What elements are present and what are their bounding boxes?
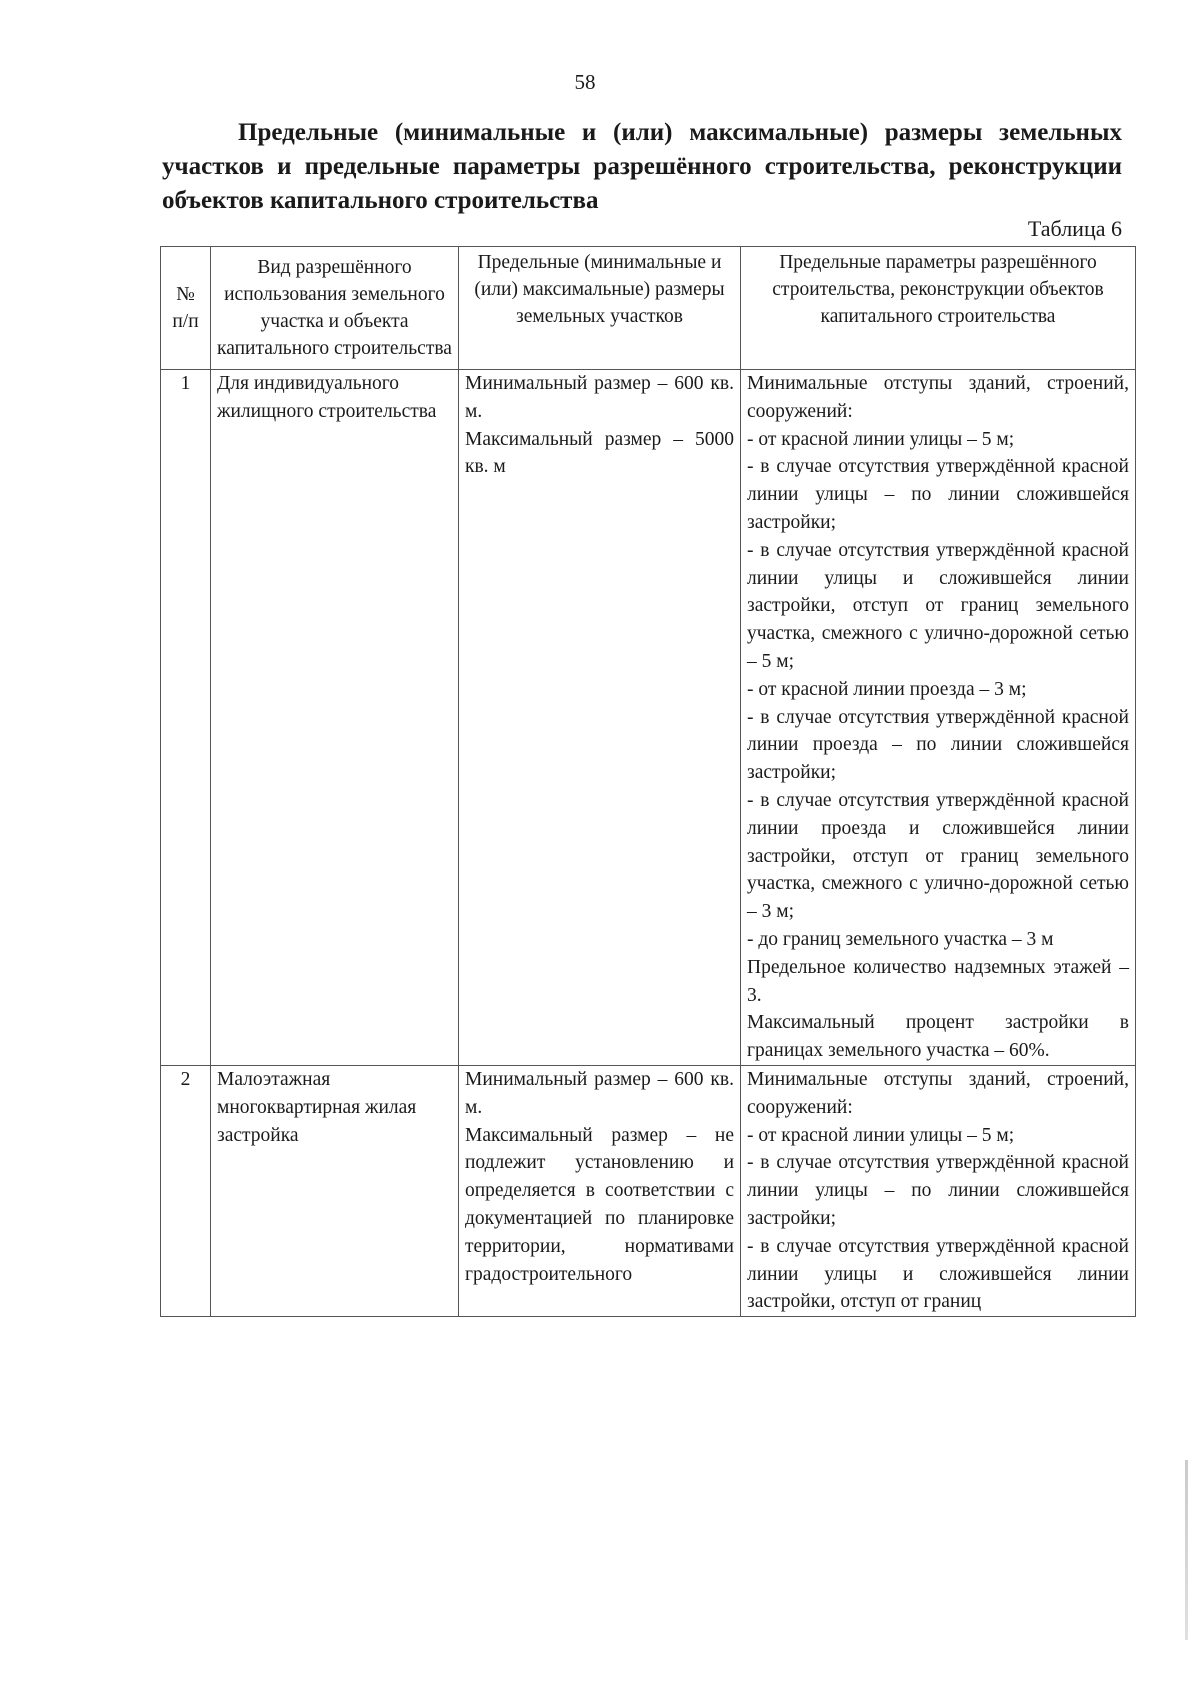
param-item: - в случае отсутствия утверждённой красной линии улицы – по линии сложившейся застройки; [747, 1152, 1129, 1229]
size-item: Максимальный размер – 5000 кв. м [465, 428, 734, 478]
header-size: Предельные (минимальные и (или) максимальные) размеры земельных участков [459, 247, 741, 370]
param-item: - до границ земельного участка – 3 м [747, 928, 1054, 950]
header-num: № п/п [161, 247, 211, 370]
size-item: Минимальный размер – 600 кв. м. [465, 373, 734, 422]
scan-edge-mark [1185, 1460, 1188, 1640]
param-item: - от красной линии улицы – 5 м; [747, 428, 1015, 450]
table-header-row [161, 247, 1136, 370]
param-item: Максимальный процент застройки в границах земельного участка – 60%. [747, 1012, 1129, 1062]
param-item: - в случае отсутствия утверждённой красной линии улицы и сложившейся линии застройки, отступ от границ земельного участка, смежного с улично-дорожной сетью – 5 м; [747, 539, 1129, 672]
regulations-table [160, 246, 1136, 1317]
page-title [162, 116, 1122, 218]
page-title-text: Предельные (минимальные и (или) максимальные) размеры земельных участков и предельные параметры разрешённого строительства, реконструкции объектов капитального строительства [162, 119, 1122, 214]
table-caption: Таблица 6 [1027, 216, 1122, 241]
row-size [459, 1065, 741, 1316]
table-row [161, 370, 1136, 1066]
table-row [161, 1065, 1136, 1316]
row-type: Для индивидуального жилищного строительства [211, 370, 459, 1066]
param-item: - в случае отсутствия утверждённой красной линии улицы – по линии сложившейся застройки; [747, 456, 1129, 533]
row-size [459, 370, 741, 1066]
size-item: Минимальный размер – 600 кв. м. [465, 1068, 734, 1118]
row-params [741, 370, 1136, 1066]
size-item: Максимальный размер – не подлежит установлению и определяется в соответствии с документацией по планировке территории, нормативами градостроительного [465, 1124, 734, 1285]
param-item: - в случае отсутствия утверждённой красной линии проезда и сложившейся линии застройки, отступ от границ земельного участка, смежного с улично-дорожной сетью – 3 м; [747, 789, 1129, 923]
row-type: Малоэтажная многоквартирная жилая застройка [211, 1065, 459, 1316]
param-item: - в случае отсутствия утверждённой красной линии проезда – по линии сложившейся застройки; [747, 706, 1129, 784]
param-item: Минимальные отступы зданий, строений, сооружений: [747, 1068, 1129, 1118]
header-params: Предельные параметры разрешённого строительства, реконструкции объектов капитального строительства [741, 247, 1136, 370]
param-item: - от красной линии проезда – 3 м; [747, 678, 1027, 700]
page-number: 58 [574, 70, 596, 94]
header-type: Вид разрешённого использования земельного участка и объекта капитального строительства [211, 247, 459, 370]
param-item: Минимальные отступы зданий, строений, сооружений: [747, 373, 1129, 422]
row-number: 2 [161, 1065, 211, 1316]
row-params [741, 1065, 1136, 1316]
param-item: - в случае отсутствия утверждённой красной линии улицы и сложившейся линии застройки, отступ от границ [747, 1235, 1129, 1313]
param-item: Предельное количество надземных этажей – 3. [747, 956, 1129, 1006]
row-number: 1 [161, 370, 211, 1066]
param-item: - от красной линии улицы – 5 м; [747, 1124, 1015, 1146]
